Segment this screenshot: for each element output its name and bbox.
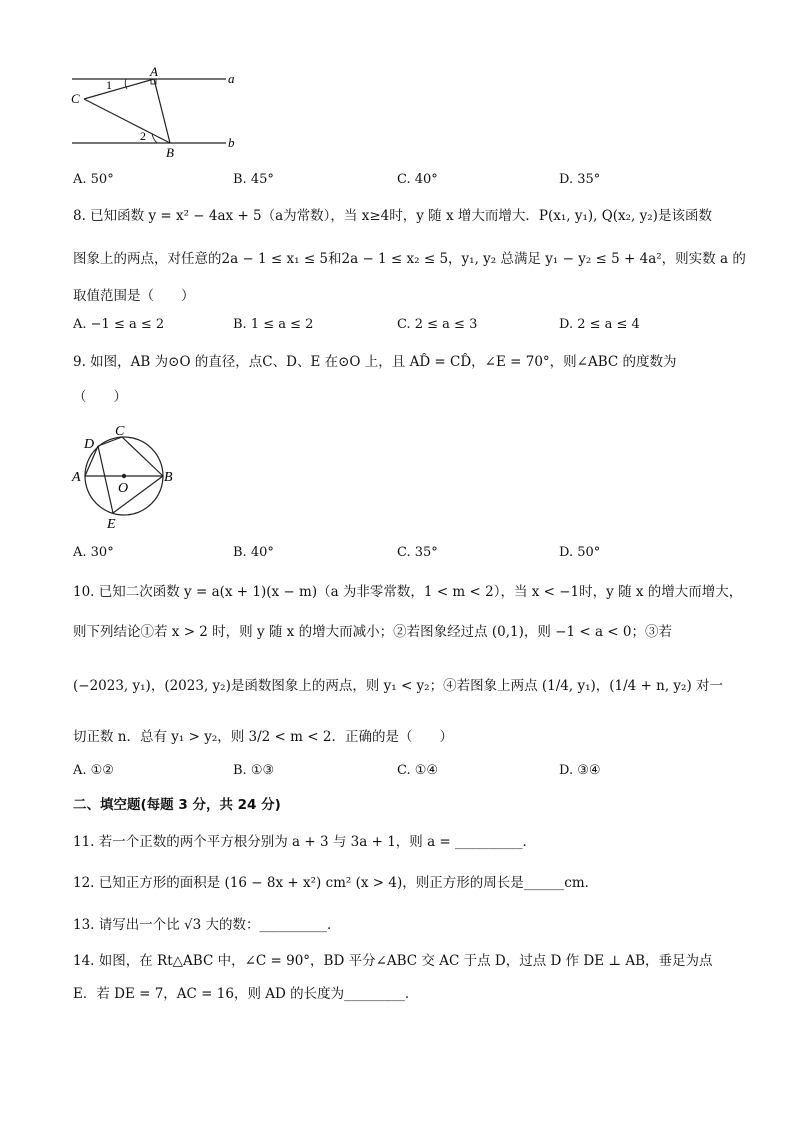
q8-option-c: C. 2 ≤ a ≤ 3: [397, 317, 478, 332]
q9-options: [73, 545, 733, 565]
q13-text: 13. 请写出一个比 √3 大的数：__________．: [73, 917, 341, 933]
segment-CB: [84, 99, 170, 143]
label-2: 2: [140, 129, 146, 143]
label-A: A: [72, 470, 81, 485]
q8-line-1: 8. 已知函数 y = x² − 4ax + 5（a为常数），当 x≥4时，y 随 x 增大而增大．P(x₁, y₁), Q(x₂, y₂)是该函数: [73, 208, 712, 224]
q8-line-2: 图象上的两点，对任意的2a − 1 ≤ x₁ ≤ 5和2a − 1 ≤ x₂ ≤ 5，y₁, y₂ 总满足 y₁ − y₂ ≤ 5 + 4a²，则实数 a 的: [73, 251, 746, 267]
q7-option-a: A. 50°: [73, 172, 114, 187]
q9-option-c: C. 35°: [397, 545, 438, 560]
q14-line-2: E．若 DE = 7，AC = 16，则 AD 的长度为_________．: [73, 986, 419, 1002]
q9-option-d: D. 50°: [559, 545, 601, 560]
label-A: A: [150, 64, 158, 79]
figure-parallel-lines: [60, 62, 260, 162]
q10-option-b: B. ①③: [233, 763, 275, 778]
q10-options: [73, 763, 733, 783]
figure-circle: [68, 418, 188, 533]
q7-option-d: D. 35°: [559, 172, 601, 187]
segment-CA: [84, 79, 154, 99]
q10-line-1: 10. 已知二次函数 y = a(x + 1)(x − m)（a 为非零常数，1 < m < 2），当 x < −1时，y 随 x 的增大而增大，: [73, 584, 743, 600]
q11-text: 11. 若一个正数的两个平方根分别为 a + 3 与 3a + 1，则 a = __________．: [73, 834, 537, 850]
center-point: [122, 474, 126, 478]
q10-option-c: C. ①④: [397, 763, 439, 778]
q10-line-4: 切正数 n．总有 y₁ > y₂，则 3/2 < m < 2．正确的是（ ）: [73, 729, 453, 745]
segment-DE: [98, 446, 113, 513]
q9-option-b: B. 40°: [233, 545, 274, 560]
q8-option-a: A. −1 ≤ a ≤ 2: [73, 317, 165, 332]
q10-line-3: (−2023, y₁)，(2023, y₂)是函数图象上的两点，则 y₁ < y₂；④若图象上两点 (1/4, y₁)，(1/4 + n, y₂) 对一: [73, 678, 724, 694]
label-D: D: [84, 437, 95, 452]
q7-options: [73, 172, 733, 192]
label-C: C: [115, 424, 125, 439]
q8-option-d: D. 2 ≤ a ≤ 4: [559, 317, 640, 332]
q14-line-1: 14. 如图，在 Rt△ABC 中，∠C = 90°，BD 平分∠ABC 交 AC 于点 D，过点 D 作 DE ⊥ AB，垂足为点: [73, 953, 713, 969]
q10-line-2: 则下列结论①若 x > 2 时，则 y 随 x 的增大而减小；②若图象经过点 (0,1)，则 −1 < a < 0；③若: [73, 624, 672, 640]
label-1: 1: [106, 78, 112, 92]
q7-option-c: C. 40°: [397, 172, 438, 187]
q7-option-b: B. 45°: [233, 172, 274, 187]
q8-line-3: 取值范围是（ ）: [73, 288, 195, 304]
label-b: b: [228, 135, 235, 150]
label-O: O: [118, 481, 129, 496]
q10-option-d: D. ③④: [559, 763, 601, 778]
segment-CB: [122, 437, 163, 476]
q9-line-1: 9. 如图，AB 为⊙O 的直径，点C、D、E 在⊙O 上，且 AD̂ = CD̂，∠E = 70°，则∠ABC 的度数为: [73, 354, 677, 370]
q12-text: 12. 已知正方形的面积是 (16 − 8x + x²) cm² (x > 4)，则正方形的周长是______cm．: [73, 875, 599, 891]
section-title-fill-in: 二、填空题(每题 3 分，共 24 分): [73, 797, 281, 813]
label-B: B: [164, 470, 173, 485]
label-a: a: [228, 71, 235, 86]
q9-line-2: （ ）: [73, 389, 127, 405]
q9-option-a: A. 30°: [73, 545, 114, 560]
label-B: B: [166, 145, 174, 160]
q10-option-a: A. ①②: [73, 763, 114, 778]
q8-option-b: B. 1 ≤ a ≤ 2: [233, 317, 314, 332]
label-E: E: [107, 517, 116, 532]
label-C: C: [71, 91, 80, 106]
q8-options: [73, 317, 733, 337]
segment-AB: [154, 79, 170, 143]
